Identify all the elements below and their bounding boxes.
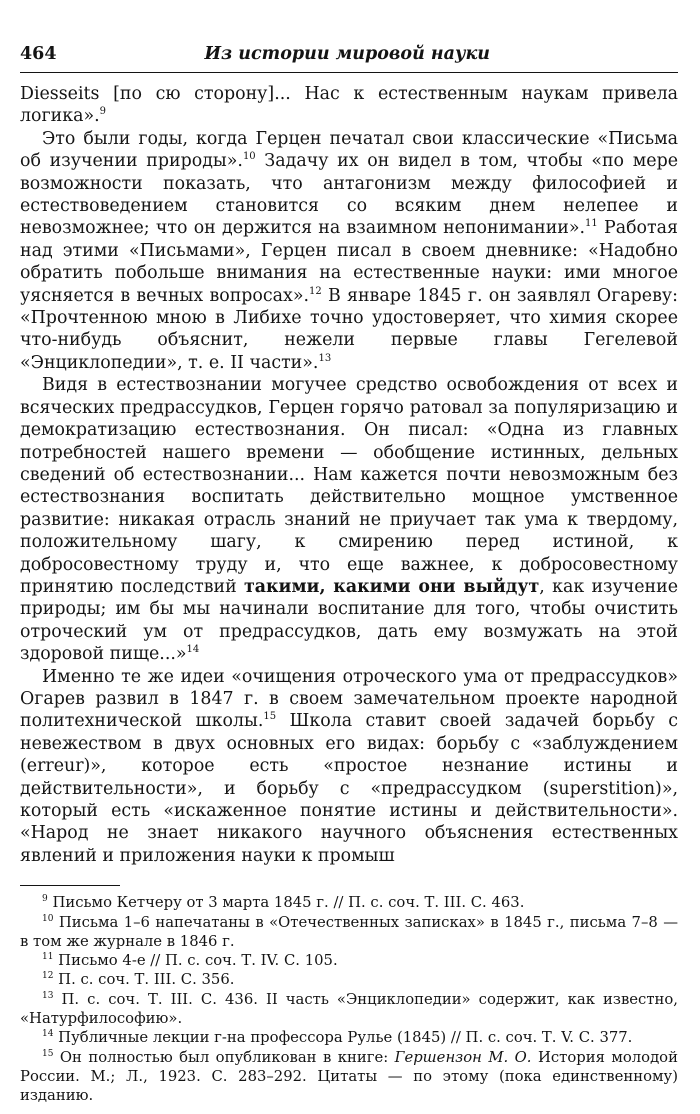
footnote-15	[20, 1048, 678, 1106]
footnote-ref-15[interactable]: 15	[263, 711, 277, 723]
paragraph-1-text: Diesseits [по сю сторону]... Нас к естественным наукам привела логика».	[20, 84, 678, 127]
running-title: Из истории мировой науки	[204, 44, 491, 64]
footnote-ref-12[interactable]: 12	[308, 285, 322, 297]
footnote-number: 10	[42, 913, 54, 924]
footnote-text: Письмо 4-е // П. с. соч. Т. IV. С. 105.	[58, 952, 338, 970]
footnote-ref-13[interactable]: 13	[318, 352, 332, 364]
footnote-text: Письмо Кетчеру от 3 марта 1845 г. // П. с. соч. Т. III. С. 463.	[52, 894, 525, 912]
page-header	[20, 44, 678, 73]
paragraph-4-text-a: Именно те же идеи «очищения отроческого ума от предрассудков» Огарев развил в 1847 г. в своем замечательном проекте народной политехнической школы.	[20, 666, 678, 732]
footnote-ref-14[interactable]: 14	[186, 644, 200, 656]
paragraph-3	[20, 374, 678, 665]
page-number: 464	[20, 44, 57, 64]
main-text	[20, 83, 678, 867]
footnote-divider	[20, 885, 120, 886]
footnote-text: Он полностью был опубликован в книге:	[59, 1048, 395, 1066]
footnote-number: 12	[42, 971, 54, 982]
footnote-ref-10[interactable]: 10	[242, 151, 256, 163]
footnote-text: История молодой России. М.; Л., 1923. С. 283–292. Цитаты — по этому (пока единственному) изданию.	[20, 1048, 678, 1105]
paragraph-3-emphasis: такими, какими они выйдут	[243, 576, 540, 597]
paragraph-2-text-c: Работая над этими «Письмами», Герцен писал в своем дневнике: «Надобно обратить побольше внимания на естественные науки: ими многое уясняется в вечных вопросах».	[20, 218, 678, 306]
footnotes	[20, 893, 678, 1105]
footnote-10	[20, 913, 678, 952]
footnote-text: П. с. соч. Т. III. С. 436. II часть «Энциклопедии» содержит, как известно, «Натурфилософию».	[20, 990, 678, 1027]
footnote-14	[20, 1028, 678, 1047]
footnote-ref-9[interactable]: 9	[99, 106, 106, 118]
footnote-11	[20, 951, 678, 970]
footnote-author: Гершензон М. О.	[394, 1048, 532, 1066]
footnote-number: 14	[42, 1029, 54, 1040]
footnote-text: П. с. соч. Т. III. С. 356.	[58, 971, 235, 989]
paragraph-3-text-b: , как изучение природы; им бы мы начинали воспитание для того, чтобы очистить отроческий ум от предрассудков, дать ему возмужать на этой здоровой пище...»	[20, 576, 679, 665]
footnote-13	[20, 990, 678, 1029]
paragraph-3-text-a: Видя в естествознании могучее средство освобождения от всех и всяческих предрассудков, Герцен горячо ратовал за популяризацию и демократизацию естествознания. Он писал: «Одна из главных потребностей нашего времени — обобщение истинных, дельных сведений об естествознании... Нам кажется почти невозможным без естествознания воспитать действительно мощное умственное развитие: никакая отрасль знаний не приучает так ума к твердому, положительному шагу, к смирению перед истиной, к добросовестному труду и, что еще важнее, к добросовестному принятию последствий	[20, 375, 678, 597]
footnote-number: 15	[42, 1048, 54, 1059]
paragraph-2	[20, 128, 678, 374]
footnote-ref-11[interactable]: 11	[585, 218, 598, 230]
paragraph-4-text-b: Школа ставит своей задачей борьбу с невежеством в двух основных его видах: борьбу с «заблуждением (erreur)», которое есть «простое незнание истины и действительности», и борьбу с «предрассудком (superstition)», который есть «искаженное понятие истины и действительности». «Народ не знает никакого научного объяснения естественных явлений и приложения науки к промыш	[20, 711, 678, 866]
paragraph-2-text-a: Это были годы, когда Герцен печатал свои классические «Письма об изучении природы».	[20, 128, 678, 172]
paragraph-1	[20, 83, 678, 128]
footnote-text: Публичные лекции г-на профессора Рулье (1845) // П. с. соч. Т. V. С. 377.	[58, 1029, 633, 1047]
footnote-text: Письма 1–6 напечатаны в «Отечественных записках» в 1845 г., письма 7–8 — в том же журнале в 1846 г.	[20, 913, 678, 950]
footnote-number: 11	[42, 952, 54, 963]
footnote-12	[20, 970, 678, 989]
paragraph-4	[20, 666, 678, 868]
footnote-number: 9	[42, 894, 48, 905]
paragraph-2-text-d: В январе 1845 г. он заявлял Огареву: «Прочтенною мною в Либихе точно удостоверяет, что химия скорее что-нибудь объяснит, нежели первые главы Гегелевой «Энциклопедии», т. е. II части».	[20, 285, 678, 373]
paragraph-2-text-b: Задачу их он видел в том, чтобы «по мере возможности показать, что антагонизм между философией и естествоведением становится со всяким днем нелепее и невозможнее; что он держится на взаимном непонимании».	[20, 151, 679, 239]
footnote-9	[20, 893, 678, 912]
footnote-number: 13	[42, 990, 54, 1001]
